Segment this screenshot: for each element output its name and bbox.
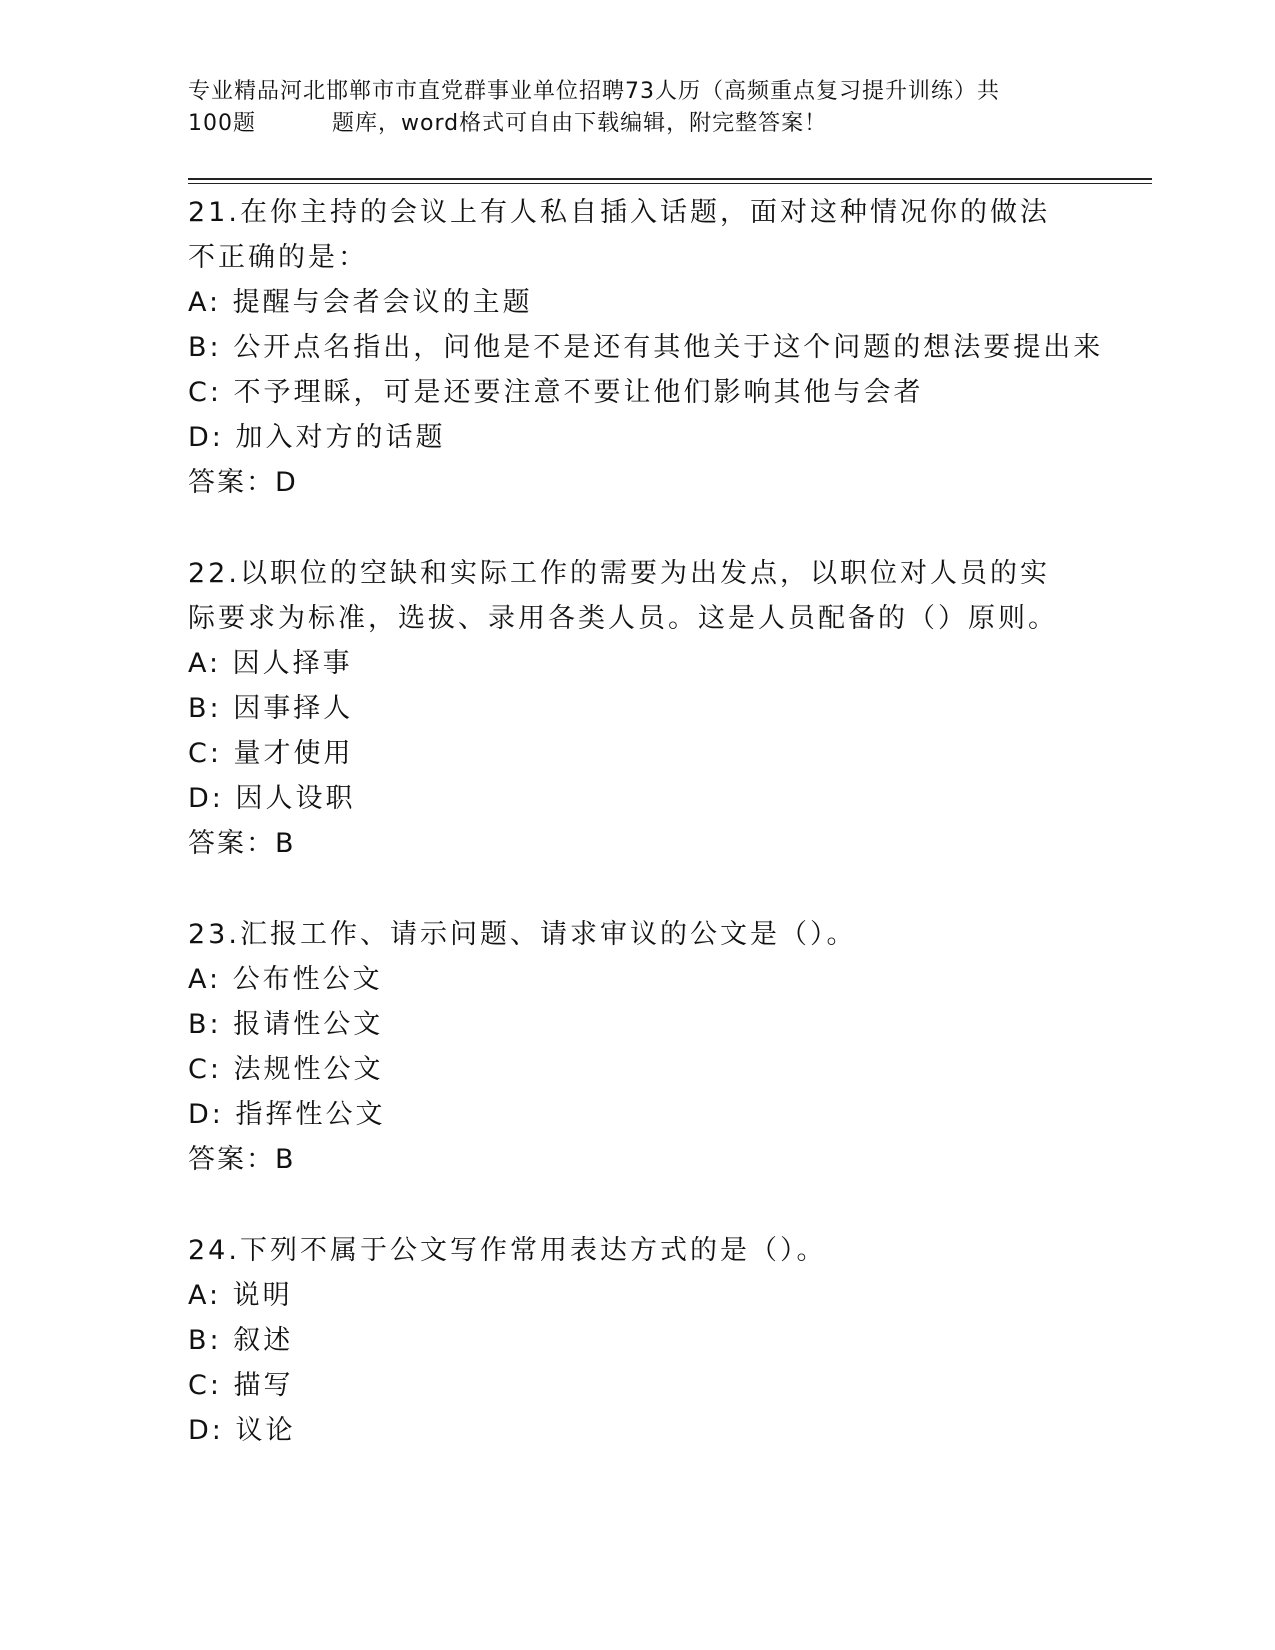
option-c: C: 量才使用 <box>188 738 354 769</box>
option-a: A: 公布性公文 <box>188 964 383 995</box>
option-b: B: 因事择人 <box>188 693 354 724</box>
answer-line: 答案：D <box>188 467 298 498</box>
option-c: C: 法规性公文 <box>188 1054 384 1085</box>
option-c: C: 不予理睬，可是还要注意不要让他们影响其他与会者 <box>188 377 924 408</box>
document-header <box>188 76 1088 140</box>
question-list <box>188 190 1104 1499</box>
question-text: 24.下列不属于公文写作常用表达方式的是（）。 <box>188 1235 827 1266</box>
header-divider-thick <box>188 178 1152 180</box>
question-24 <box>188 1228 1088 1453</box>
option-c: C: 描写 <box>188 1370 294 1401</box>
option-a: A: 因人择事 <box>188 648 353 679</box>
question-22 <box>188 551 1088 866</box>
header-question-count: 100题 <box>188 111 256 136</box>
question-text: 23.汇报工作、请示问题、请求审议的公文是（）。 <box>188 919 857 950</box>
answer-line: 答案：B <box>188 1144 296 1175</box>
option-d: D: 因人设职 <box>188 783 356 814</box>
option-a: A: 提醒与会者会议的主题 <box>188 287 533 318</box>
option-d: D: 指挥性公文 <box>188 1099 386 1130</box>
header-subtitle: 题库，word格式可自由下载编辑，附完整答案！ <box>332 111 828 136</box>
option-d: D: 加入对方的话题 <box>188 422 446 453</box>
question-21 <box>188 190 1104 505</box>
header-divider-thin <box>188 183 1152 184</box>
option-b: B: 叙述 <box>188 1325 294 1356</box>
option-b: B: 公开点名指出，问他是不是还有其他关于这个问题的想法要提出来 <box>188 332 1104 363</box>
option-a: A: 说明 <box>188 1280 293 1311</box>
question-text: 21.在你主持的会议上有人私自插入话题，面对这种情况你的做法不正确的是： <box>188 197 1050 273</box>
answer-line: 答案：B <box>188 828 296 859</box>
question-text: 22.以职位的空缺和实际工作的需要为出发点，以职位对人员的实际要求为标准，选拔、录用各类人员。这是人员配备的（）原则。 <box>188 558 1058 634</box>
option-d: D: 议论 <box>188 1415 296 1446</box>
option-b: B: 报请性公文 <box>188 1009 384 1040</box>
header-title-line-1: 专业精品河北邯郸市市直党群事业单位招聘73人历（高频重点复习提升训练）共 <box>188 79 1000 104</box>
header-title-line-2 <box>188 108 1088 140</box>
question-23 <box>188 912 1088 1182</box>
